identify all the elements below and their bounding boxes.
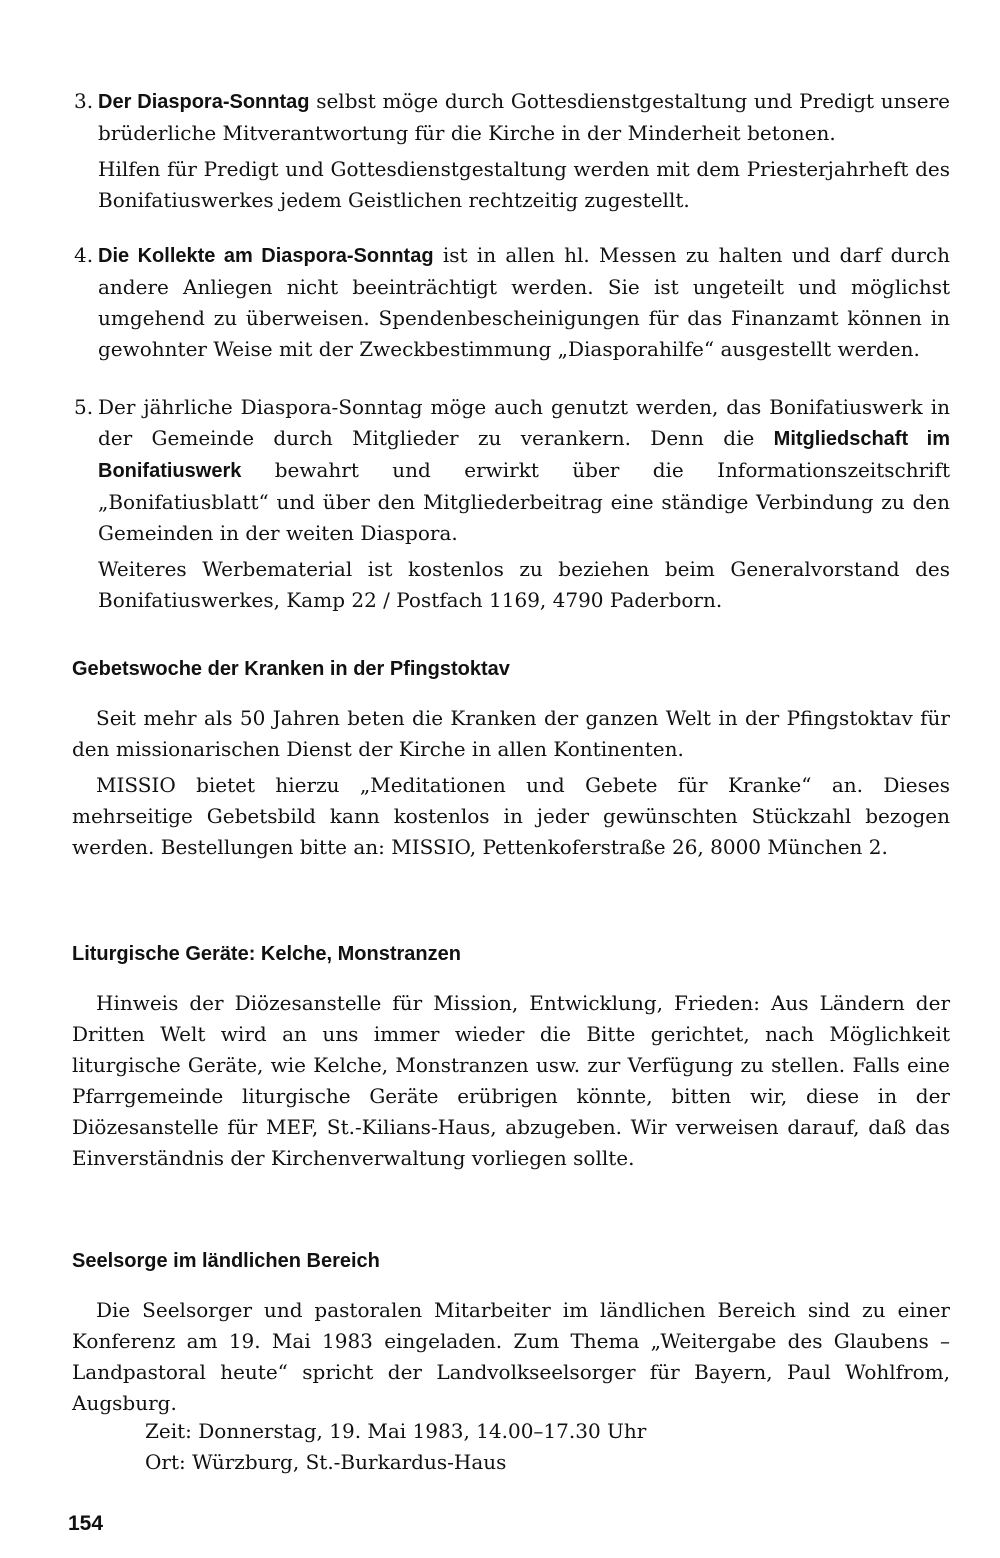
item-number: 3. (74, 89, 94, 113)
section-body-gebetswoche (72, 703, 950, 863)
section-paragraph: Seit mehr als 50 Jahren beten die Kranken der ganzen Welt in der Pfingstoktav für den missionarischen Dienst der Kirche in allen Kontinenten. (72, 706, 950, 761)
item-follow-paragraph: Hilfen für Predigt und Gottesdienstgestaltung werden mit dem Priesterjahrheft des Bonifatiuswerkes jedem Geistlichen rechtzeitig zugestellt. (98, 157, 950, 212)
item-paragraph (98, 86, 950, 149)
event-place: Ort: Würzburg, St.-Burkardus-Haus (145, 1450, 507, 1474)
section-heading-seelsorge: Seelsorge im ländlichen Bereich (72, 1250, 380, 1272)
item-text: ist in allen hl. Messen zu halten und darf durch andere Anliegen nicht beeinträchtigt werden. Sie ist ungeteilt und möglichst umgehend zu überweisen. Spendenbescheinigungen für das Finanzamt können in gewohnter Weise mit der Zweckbestimmung „Diasporahilfe“ ausgestellt werden. (98, 243, 950, 361)
item-bold-lead: Der Diaspora-Sonntag (98, 91, 310, 113)
section-paragraph: MISSIO bietet hierzu „Meditationen und Gebete für Kranke“ an. Dieses mehrseitige Gebetsbild kann kostenlos in jeder gewünschten Stückzahl bezogen werden. Bestellungen bitte an: MISSIO, Pettenkoferstraße 26, 8000 München 2. (72, 773, 950, 859)
item-paragraph (98, 392, 950, 549)
item-text-before: Der jährliche Diaspora-Sonntag möge auch genutzt werden, das Bonifatiuswerk in der Gemeinde durch Mitglieder zu verankern. Denn die (98, 395, 950, 450)
item-follow-paragraph: Weiteres Werbematerial ist kostenlos zu beziehen beim Generalvorstand des Bonifatiuswerkes, Kamp 22 / Postfach 1169, 4790 Paderborn. (98, 557, 950, 612)
section-heading-liturgische-geraete: Liturgische Geräte: Kelche, Monstranzen (72, 943, 461, 965)
item-text-after: bewahrt und erwirkt über die Informationszeitschrift „Bonifatiusblatt“ und über den Mitgliederbeitrag eine ständige Verbindung zu den Gemeinden in der weiten Diaspora. (98, 458, 950, 545)
page-number: 154 (68, 1512, 104, 1535)
event-details (145, 1416, 845, 1478)
section-body-liturgische-geraete (72, 988, 950, 1174)
item-paragraph (98, 240, 950, 365)
list-item-5 (74, 392, 950, 616)
list-item-3 (74, 86, 950, 216)
item-number: 4. (74, 243, 94, 267)
item-text: selbst möge durch Gottesdienstgestaltung und Predigt unsere brüderliche Mitverantwortung für die Kirche in der Minderheit betonen. (98, 89, 950, 145)
section-paragraph: Hinweis der Diözesanstelle für Mission, Entwicklung, Frieden: Aus Ländern der Dritten Welt wird an uns immer wieder die Bitte gerichtet, nach Möglichkeit liturgische Geräte, wie Kelche, Monstranzen usw. zur Verfügung zu stellen. Falls eine Pfarrgemeinde liturgische Geräte erübrigen könnte, bitten wir, diese in der Diözesanstelle für MEF, St.-Kilians-Haus, abzugeben. Wir verweisen darauf, daß das Einverständnis der Kirchenverwaltung vorliegen sollte. (72, 991, 950, 1170)
item-bold-lead: Die Kollekte am Diaspora-Sonntag (98, 245, 434, 267)
list-item-4 (74, 240, 950, 365)
section-paragraph: Die Seelsorger und pastoralen Mitarbeiter im ländlichen Bereich sind zu einer Konferenz am 19. Mai 1983 eingeladen. Zum Thema „Weitergabe des Glaubens – Landpastoral heute“ spricht der Landvolkseelsorger für Bayern, Paul Wohlfrom, Augsburg. (72, 1298, 950, 1415)
item-number: 5. (74, 395, 94, 419)
item-bold-inline: Mitgliedschaft im Bonifatiuswerk (98, 428, 951, 482)
section-body-seelsorge (72, 1295, 950, 1419)
event-time: Zeit: Donnerstag, 19. Mai 1983, 14.00–17.30 Uhr (145, 1419, 647, 1443)
section-heading-gebetswoche: Gebetswoche der Kranken in der Pfingstoktav (72, 658, 510, 680)
